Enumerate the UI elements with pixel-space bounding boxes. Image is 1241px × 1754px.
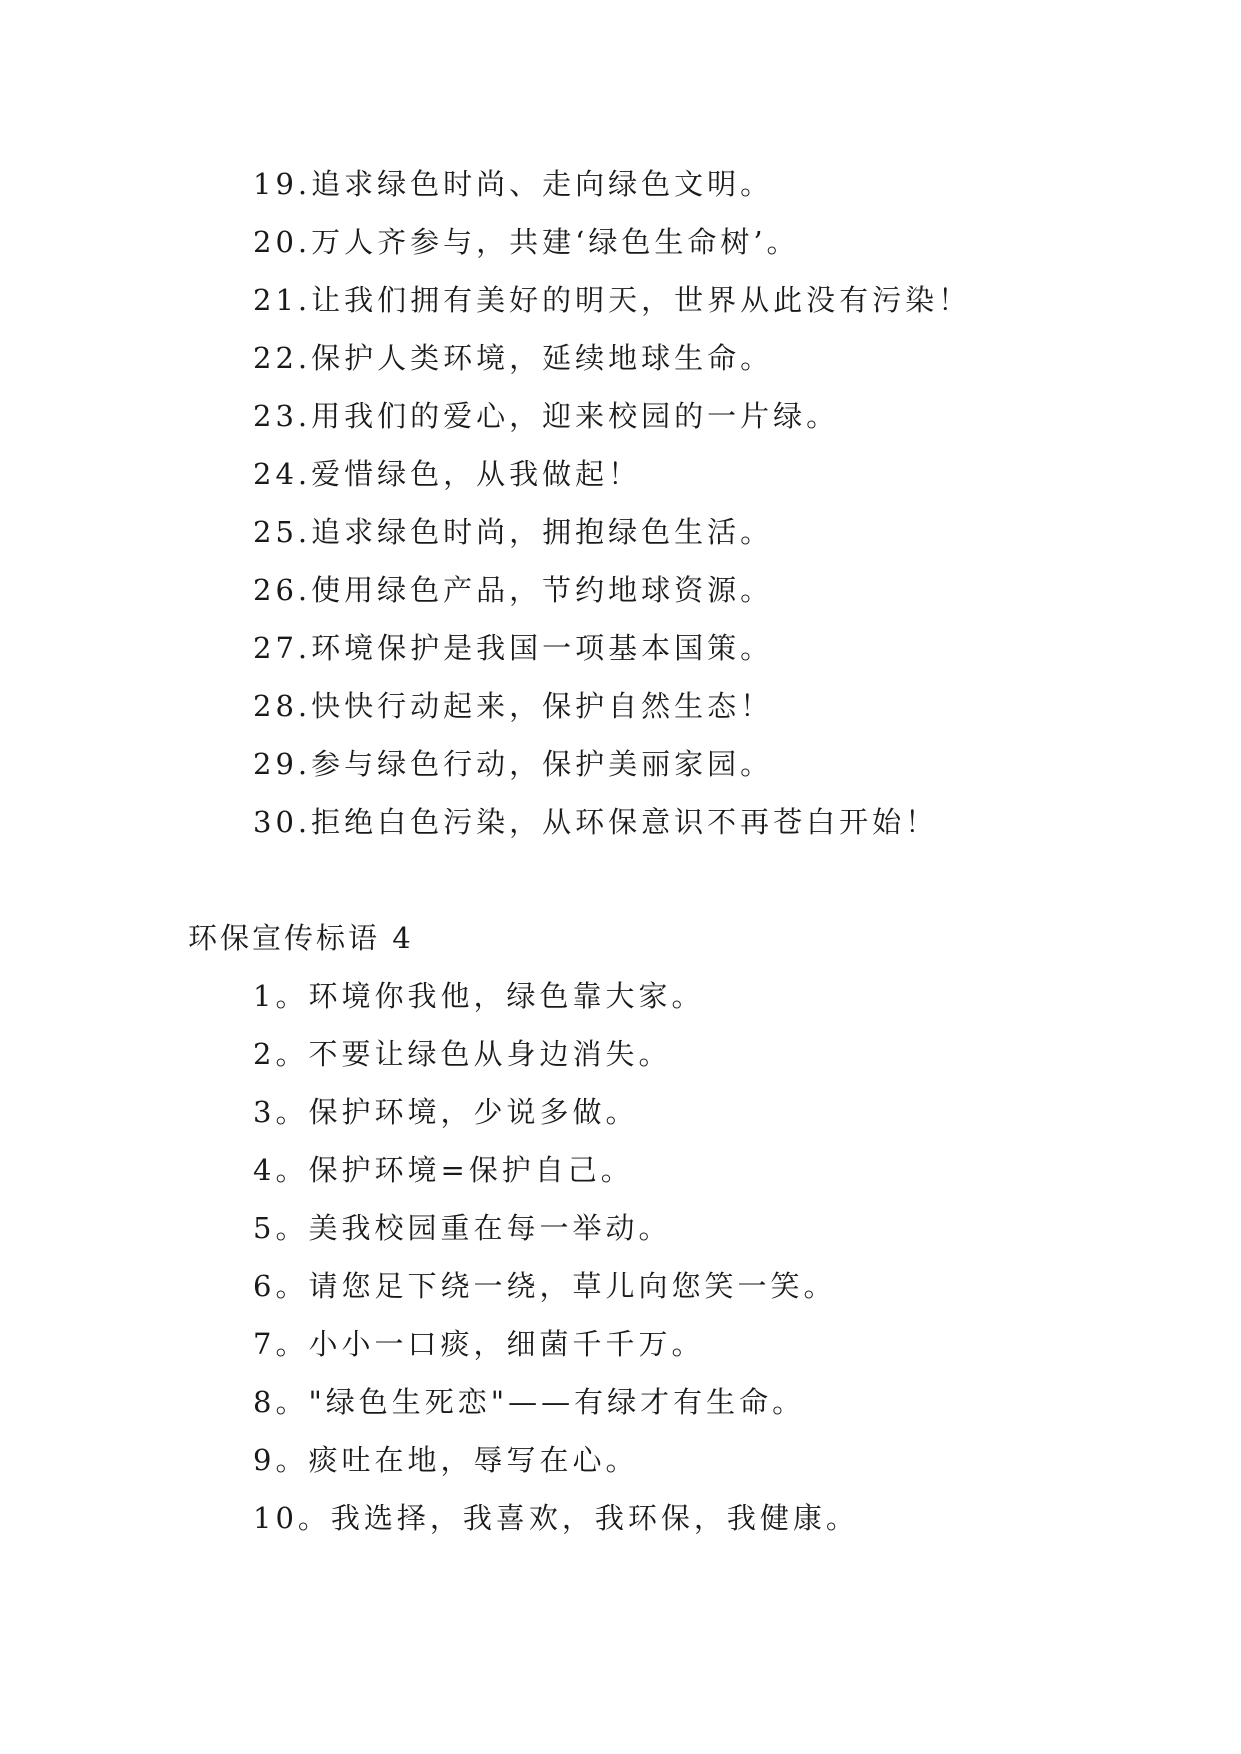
- list-item: 19.追求绿色时尚、走向绿色文明。: [253, 167, 774, 201]
- section-heading: 环保宣传标语 4: [188, 921, 414, 955]
- list-item: 9。痰吐在地，辱写在心。: [253, 1443, 639, 1477]
- list-item: 24.爱惜绿色，从我做起！: [253, 457, 642, 491]
- slogan-list-continued: [253, 155, 971, 851]
- list-item: 26.使用绿色产品，节约地球资源。: [253, 573, 774, 607]
- list-item: 6。请您足下绕一绕，草儿向您笑一笑。: [253, 1269, 837, 1303]
- list-item: 27.环境保护是我国一项基本国策。: [253, 631, 774, 665]
- list-item: 22.保护人类环境，延续地球生命。: [253, 341, 774, 375]
- list-item: 3。保护环境，少说多做。: [253, 1095, 639, 1129]
- list-item: 5。美我校园重在每一举动。: [253, 1211, 672, 1245]
- list-item: 4。保护环境=保护自己。: [253, 1153, 634, 1187]
- list-item: 21.让我们拥有美好的明天，世界从此没有污染！: [253, 283, 972, 317]
- list-item: 23.用我们的爱心，迎来校园的一片绿。: [253, 399, 840, 433]
- list-item: 20.万人齐参与，共建‘绿色生命树’。: [253, 225, 800, 259]
- list-item: 28.快快行动起来，保护自然生态！: [253, 689, 774, 723]
- list-item: 29.参与绿色行动，保护美丽家园。: [253, 747, 774, 781]
- list-item: 8。"绿色生死恋"——有绿才有生命。: [253, 1385, 806, 1419]
- list-item: 7。小小一口痰，细菌千千万。: [253, 1327, 705, 1361]
- list-item: 1。环境你我他，绿色靠大家。: [253, 979, 705, 1013]
- list-item: 30.拒绝白色污染，从环保意识不再苍白开始！: [253, 805, 939, 839]
- list-item: 10。我选择，我喜欢，我环保，我健康。: [253, 1501, 859, 1535]
- list-item: 25.追求绿色时尚，拥抱绿色生活。: [253, 515, 774, 549]
- list-item: 2。不要让绿色从身边消失。: [253, 1037, 672, 1071]
- slogan-list-section-4: [253, 967, 859, 1547]
